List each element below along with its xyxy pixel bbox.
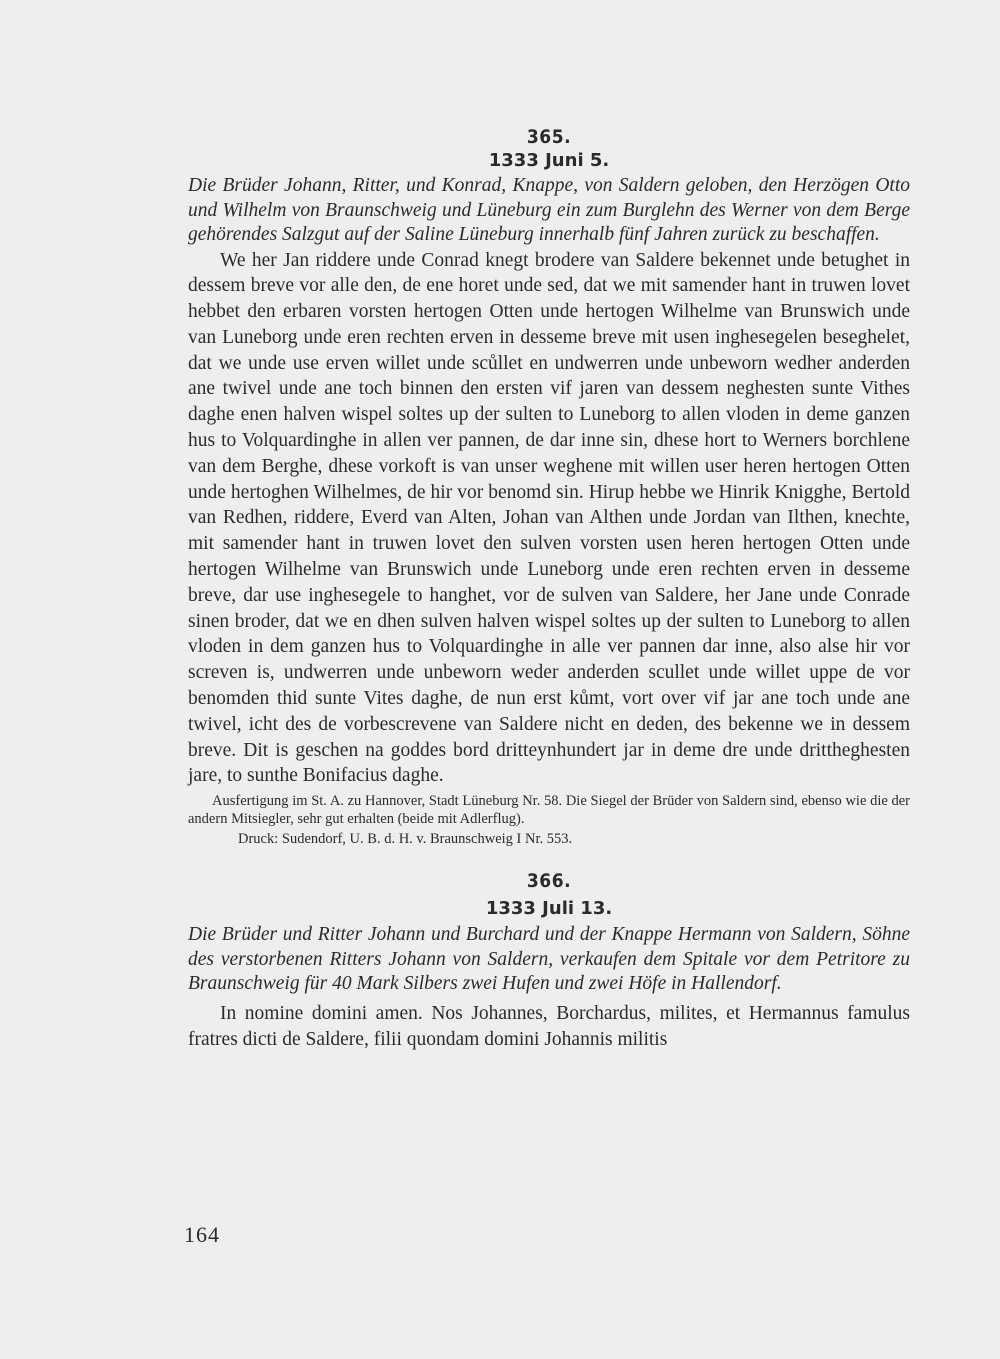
document-text bbox=[188, 248, 910, 790]
document-366 bbox=[188, 870, 910, 1052]
document-date: 1333 Juli 13. bbox=[485, 898, 613, 920]
document-regest: Die Brüder Johann, Ritter, und Konrad, Knappe, von Saldern geloben, den Herzögen Otto und Wilhelm von Braunschweig und Lüneburg ein zum Burglehn des Werner von dem Berge gehörendes Salzgut auf der Saline Lüneburg innerhalb fünf Jahren zurück zu beschaffen. bbox=[188, 175, 910, 245]
document-text-paragraph: We her Jan riddere unde Conrad knegt brodere van Saldere bekennet unde betughet in dessem breve vor alle den, de ene horet unde sed, dat we mit samender hant in truwen lovet hebbet den erbaren vorsten hertogen Otten unde hertogen Wilhelme van Brunswich unde van Luneborg unde eren rechten erven in desseme breve mit usen inghesegelen beseghelet, dat we unde use erven willet unde scůllet en undwerren unde unbeworn wedher anderden ane twivel unde ane toch binnen den ersten vif jaren van dessem neghesten sunte Vithes daghe enen halven wispel soltes up der sulten to Luneborg to allen vloden in deme ganzen hus to Volquardinghe in allen ver pannen, de dar inne sin, dhese hort to Werners borchlene van dem Berghe, dhese vorkoft is van unser weghene mit willen user heren hertogen Otten unde hertoghen Wilhelmes, de hir vor benomd sin. Hirup hebbe we Hinrik Knigghe, Bertold van Redhen, riddere, Everd van Alten, Johan van Althen unde Jordan van Ilthen, knechte, mit samender hant in truwen lovet den sulven vorsten usen heren hertogen Otten unde hertogen Wilhelme van Brunswich unde Luneborg unde eren rechten erven in desseme breve, dar use inghesegele to hanghet, vor de sulven van Saldere, her Jane unde Conrade sinen broder, dat we en dhen sulven halven wispel soltes up der sulten to Luneborg to allen vloden in dem ganzen hus to Volquardinghe in alle ver pannen dar inne, also alse hir vor screven is, undwerren unde unbeworn weder anderden scullet unde willet uppe de vor benomden thid sunte Vites daghe, de nun erst kůmt, vort over vif jar ane toch unde ane twivel, icht des de vorbescrevene van Saldere nicht en deden, des bekenne we in dessem breve. Dit is geschen na goddes bord dritteynhundert jar in deme dre unde drittheghesten jare, to sunthe Bonifacius daghe. bbox=[188, 249, 910, 787]
document-number: 366. bbox=[526, 870, 572, 893]
document-365 bbox=[188, 126, 910, 848]
document-text bbox=[188, 1001, 910, 1053]
document-date: 1333 Juni 5. bbox=[488, 150, 610, 171]
page-number: 164 bbox=[184, 1222, 220, 1247]
print-note: Druck: Sudendorf, U. B. d. H. v. Braunschweig I Nr. 553. bbox=[238, 831, 573, 848]
document-regest: Die Brüder und Ritter Johann und Burchard und der Knappe Hermann von Saldern, Söhne des verstorbenen Ritters Johann von Saldern, verkaufen dem Spitale vor dem Petritore zu Braunschweig für 40 Mark Silbers zwei Hufen und zwei Höfe in Hallendorf. bbox=[188, 924, 910, 995]
document-text-paragraph: In nomine domini amen. Nos Johannes, Borchardus, milites, et Hermannus famulus fratres dicti de Saldere, filii quondam domini Johannis militis bbox=[188, 1002, 910, 1050]
page-content bbox=[188, 126, 910, 1052]
document-number: 365. bbox=[526, 126, 572, 148]
source-note: Ausfertigung im St. A. zu Hannover, Stadt Lüneburg Nr. 58. Die Siegel der Brüder von Saldern sind, ebenso wie die der andern Mitsiegler, sehr gut erhalten (beide mit Adlerflug). bbox=[188, 793, 910, 827]
